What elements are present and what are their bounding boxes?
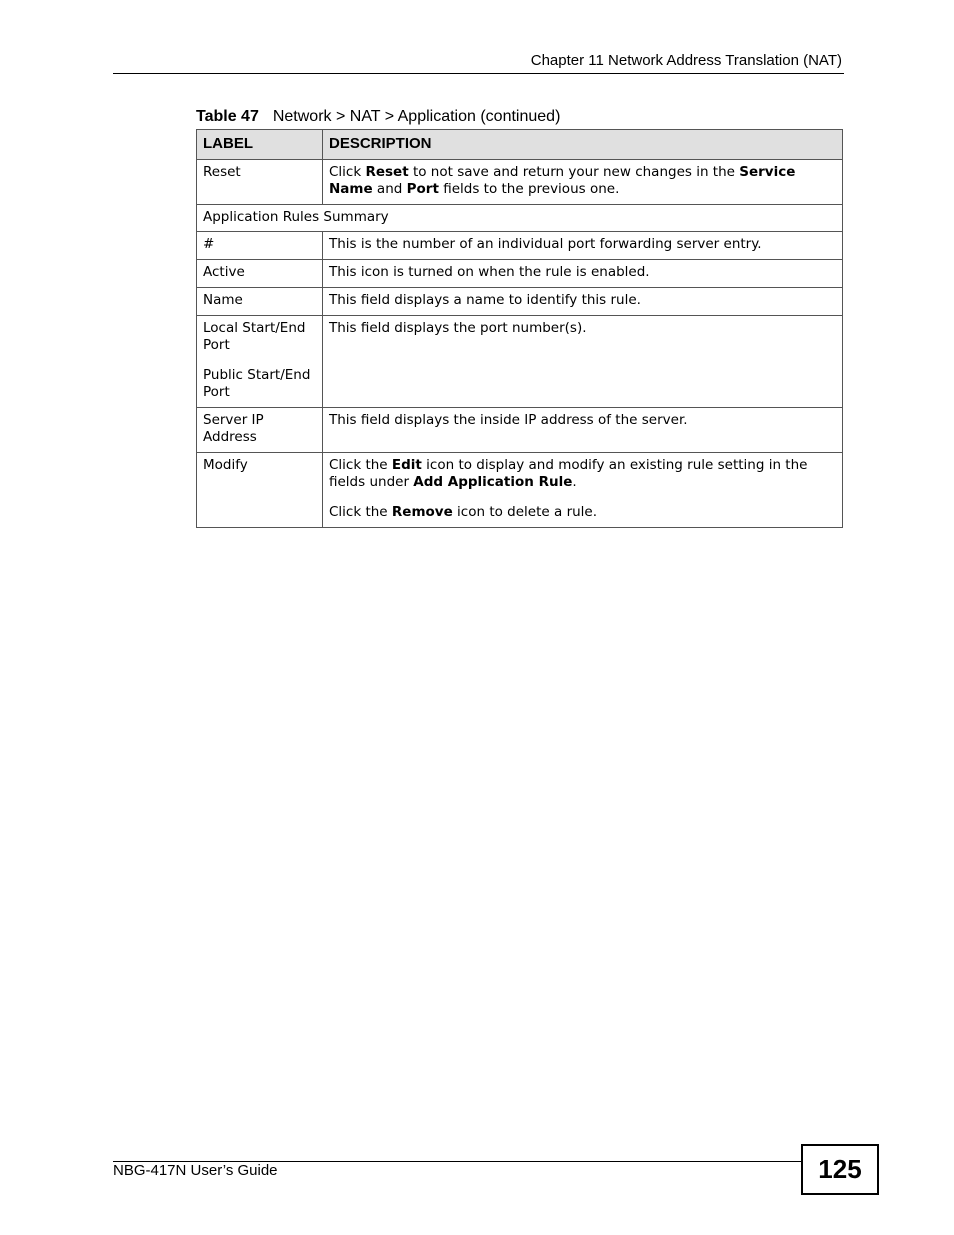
row-description: This icon is turned on when the rule is enabled.	[323, 260, 843, 288]
text-run: and	[372, 181, 407, 197]
row-label: #	[197, 232, 323, 260]
text-run: Click	[329, 164, 366, 180]
table-caption	[196, 108, 560, 126]
table-title: Network > NAT > Application (continued)	[272, 108, 561, 125]
page-number: 125	[801, 1144, 879, 1195]
row-description: This is the number of an individual port forwarding server entry.	[323, 232, 843, 260]
column-header-label: LABEL	[197, 130, 323, 160]
table-number: Table 47	[196, 108, 259, 125]
bold-term: Port	[406, 181, 439, 197]
row-description	[323, 453, 843, 528]
text-run: Click the	[329, 457, 392, 473]
text-run: icon to display and modify an existing rule setting in the fields under	[329, 457, 808, 490]
table-header-row	[197, 130, 843, 160]
bold-term: Remove	[391, 504, 453, 520]
table-row	[197, 160, 843, 205]
row-label: Reset	[197, 160, 323, 205]
row-label: Modify	[197, 453, 323, 528]
description-table	[196, 129, 843, 528]
bold-term: Reset	[365, 164, 409, 180]
column-header-description: DESCRIPTION	[323, 130, 843, 160]
text-run: to not save and return your new changes in the	[408, 164, 740, 180]
table-row	[197, 260, 843, 288]
text-run: Click the	[329, 504, 392, 520]
row-description: This field displays the port number(s).	[323, 316, 843, 408]
description-paragraph	[329, 504, 836, 521]
table-row	[197, 408, 843, 453]
bold-term: Edit	[391, 457, 422, 473]
row-description: This field displays a name to identify this rule.	[323, 288, 843, 316]
guide-title: NBG-417N User’s Guide	[113, 1162, 278, 1179]
label-local-port: Local Start/End Port	[203, 320, 306, 353]
label-public-port: Public Start/End Port	[203, 367, 311, 400]
table-row	[197, 316, 843, 408]
description-paragraph	[329, 457, 836, 491]
row-label: Active	[197, 260, 323, 288]
row-description: This field displays the inside IP address of the server.	[323, 408, 843, 453]
text-run: icon to delete a rule.	[452, 504, 598, 520]
row-label	[197, 316, 323, 408]
table-row	[197, 453, 843, 528]
table-row	[197, 232, 843, 260]
bold-term: Add Application Rule	[413, 474, 573, 490]
row-label: Server IP Address	[197, 408, 323, 453]
table-row	[197, 288, 843, 316]
text-run: .	[572, 474, 577, 490]
table-section-row	[197, 205, 843, 232]
bold-term: Service Name	[329, 164, 796, 197]
section-heading: Application Rules Summary	[197, 205, 843, 232]
header-rule	[113, 73, 844, 74]
text-run: fields to the previous one.	[438, 181, 620, 197]
running-header: Chapter 11 Network Address Translation (NAT)	[530, 52, 842, 69]
row-description	[323, 160, 843, 205]
row-label: Name	[197, 288, 323, 316]
